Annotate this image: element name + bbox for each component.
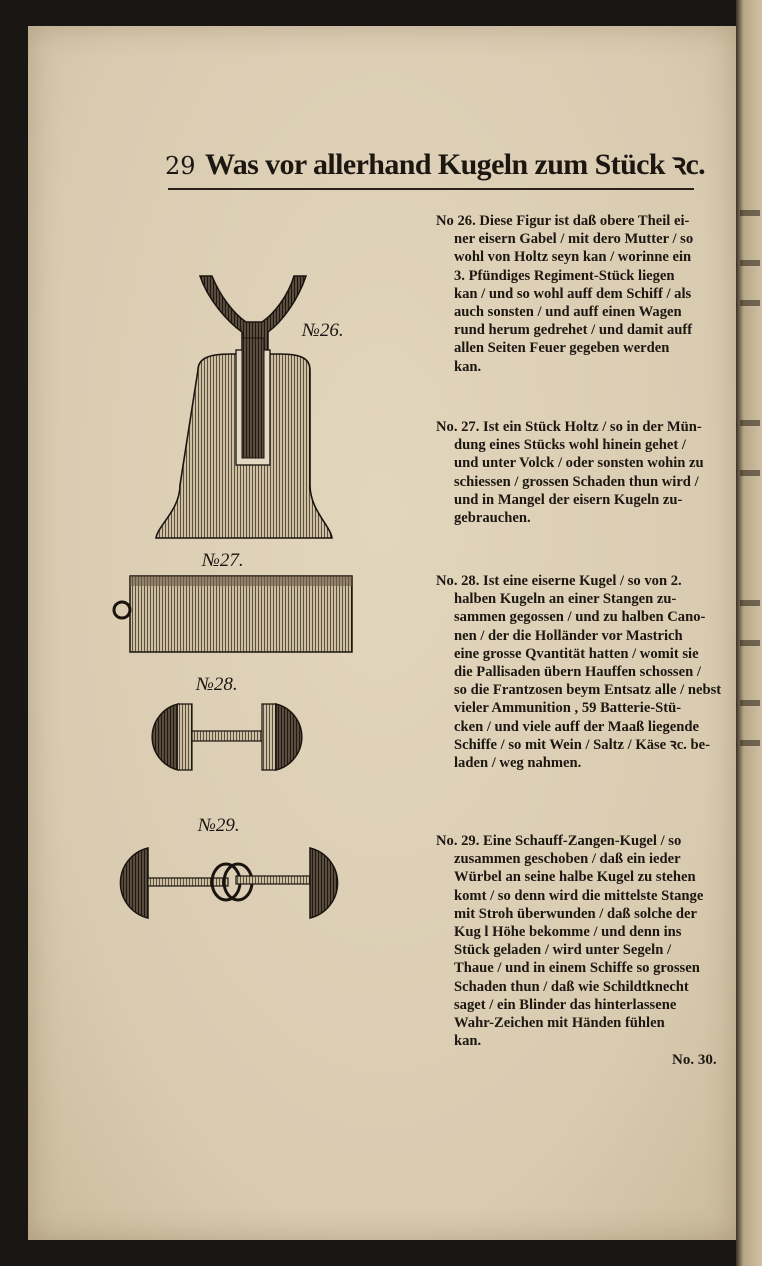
entry-line: Schiffe / so mit Wein / Saltz / Käse ꝛc. be- — [454, 736, 710, 753]
page-header — [165, 142, 706, 186]
entry-line: vieler Ammunition , 59 Batterie-Stü- — [454, 700, 682, 717]
entry-line: eine grosse Qvantität hatten / womit sie — [454, 645, 699, 662]
entry-line: laden / weg nahmen. — [454, 755, 582, 772]
entry-line: 3. Pfündiges Regiment-Stück liegen — [454, 267, 675, 284]
entry-line: kan. — [454, 1033, 482, 1050]
figure-29-label: №29. — [198, 815, 240, 836]
entry-line: saget / ein Blinder das hinterlassene — [454, 996, 677, 1013]
entry-line: No. 28. Ist eine eiserne Kugel / so von 2. — [436, 573, 682, 589]
entry-line: schiessen / grossen Schaden thun wird / — [454, 473, 699, 490]
entry-line: No 26. Diese Figur ist daß obere Theil ei- — [436, 213, 690, 229]
figure-27-wooden-plug — [108, 570, 356, 654]
entry-line: Würbel an seine halbe Kugel zu stehen — [454, 869, 696, 886]
figure-29-chain-shot — [108, 842, 350, 924]
figure-27-label: №27. — [202, 550, 244, 571]
entry-no-26 — [436, 212, 728, 376]
entry-line: Stück geladen / wird unter Segeln / — [454, 942, 672, 959]
entry-line: Kug l Höhe bekomme / und denn ins — [454, 924, 682, 941]
page-number: 29 — [165, 152, 196, 180]
entry-line: sammen gegossen / und zu halben Cano- — [454, 609, 706, 626]
entry-line: und in Mangel der eisern Kugeln zu- — [454, 491, 683, 508]
entry-line: so die Frantzosen beym Entsatz alle / nebst — [454, 682, 722, 699]
entry-line: ner eisern Gabel / mit dero Mutter / so — [454, 231, 694, 248]
entry-line: Wahr-Zeichen mit Händen fühlen — [454, 1015, 665, 1032]
entry-line: allen Seiten Feuer gegeben werden — [454, 340, 670, 357]
entry-line: kan. — [454, 358, 482, 375]
figure-26-fork-mount — [150, 270, 340, 545]
entry-line: dung eines Stücks wohl hinein gehet / — [454, 437, 686, 454]
entry-line: komt / so denn wird die mittelste Stange — [454, 887, 704, 904]
entry-line: zusammen geschoben / daß ein ieder — [454, 851, 681, 868]
entry-line: Schaden thun / daß wie Schildtknecht — [454, 978, 689, 995]
entry-line: cken / und viele auff der Maaß liegende — [454, 718, 699, 735]
entry-line: No. 27. Ist ein Stück Holtz / so in der Mün- — [436, 419, 702, 435]
figure-26-label: №26. — [302, 320, 344, 341]
header-rule — [168, 188, 694, 190]
entry-no-28 — [436, 572, 728, 772]
entry-line: und unter Volck / oder sonsten wohin zu — [454, 455, 704, 472]
entry-line: kan / und so wohl auff dem Schiff / als — [454, 285, 692, 302]
entry-line: halben Kugeln an einer Stangen zu- — [454, 591, 677, 608]
adjacent-page-edge — [736, 0, 762, 1266]
entry-line: No. 29. Eine Schauff-Zangen-Kugel / so — [436, 833, 682, 849]
figure-28-bar-shot — [140, 700, 314, 774]
entry-line: gebrauchen. — [454, 510, 531, 527]
figure-28-label: №28. — [196, 674, 238, 695]
entry-no-29 — [436, 832, 728, 1050]
entry-line: auch sonsten / und auff einen Wagen — [454, 304, 682, 321]
entry-no-27 — [436, 418, 728, 527]
entry-line: mit Stroh überwunden / daß solche der — [454, 905, 697, 922]
catchword: No. 30. — [672, 1052, 717, 1068]
entry-line: wohl von Holtz seyn kan / worinne ein — [454, 249, 692, 266]
entry-line: Thaue / und in einem Schiffe so grossen — [454, 960, 700, 977]
entry-line: nen / der die Holländer vor Mastrich — [454, 627, 683, 644]
running-title: Was vor allerhand Kugeln zum Stück ꝛc. — [205, 148, 706, 181]
entry-line: rund herum gedrehet / und damit auff — [454, 322, 693, 339]
entry-line: die Pallisaden übern Hauffen schossen / — [454, 664, 701, 681]
